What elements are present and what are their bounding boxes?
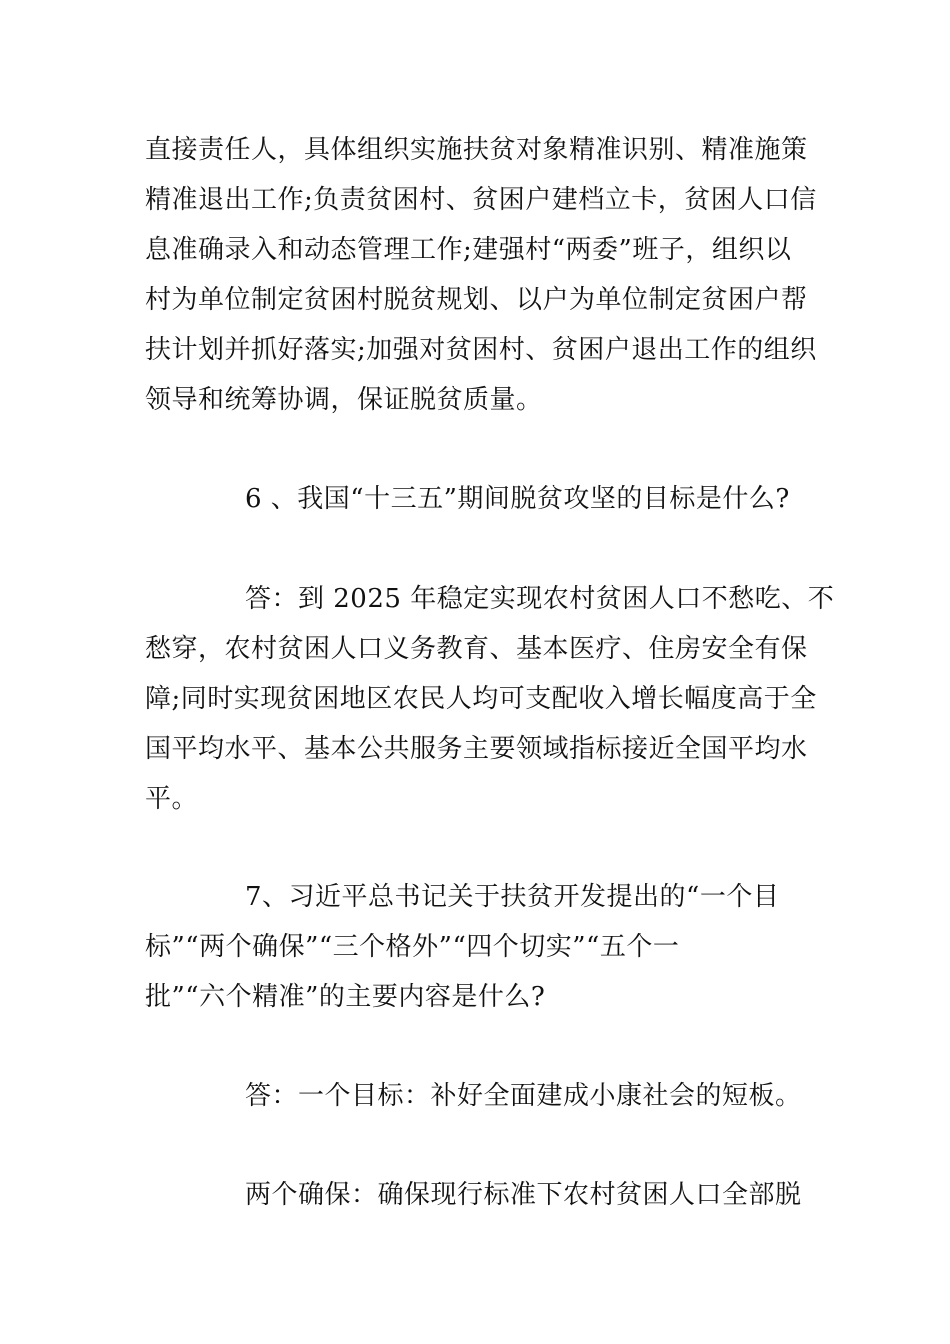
text-line: 村为单位制定贫困村脱贫规划、以户为单位制定贫困户帮 (145, 285, 808, 315)
answer-line: 答：到 2025 年稳定实现农村贫困人口不愁吃、不 (245, 584, 835, 614)
answer-line: 两个确保：确保现行标准下农村贫困人口全部脱 (245, 1180, 802, 1210)
question-line: 7、习近平总书记关于扶贫开发提出的“一个目 (245, 882, 780, 912)
question-line: 6 、我国“十三五”期间脱贫攻坚的目标是什么? (245, 484, 790, 514)
answer-line: 障;同时实现贫困地区农民人均可支配收入增长幅度高于全 (145, 684, 817, 714)
question-line: 标”“两个确保”“三个格外”“四个切实”“五个一 (145, 932, 680, 962)
answer-line: 国平均水平、基本公共服务主要领域指标接近全国平均水 (145, 734, 808, 764)
text-line: 精准退出工作;负责贫困村、贫困户建档立卡，贫困人口信 (145, 185, 817, 215)
answer-line: 愁穿，农村贫困人口义务教育、基本医疗、住房安全有保 (145, 634, 808, 664)
answer-line: 平。 (145, 784, 199, 814)
question-line: 批”“六个精准”的主要内容是什么? (145, 982, 546, 1012)
text-line: 领导和统筹协调，保证脱贫质量。 (145, 385, 543, 415)
answer-line: 答：一个目标：补好全面建成小康社会的短板。 (245, 1081, 802, 1111)
text-line: 直接责任人，具体组织实施扶贫对象精准识别、精准施策 (145, 135, 808, 165)
text-line: 扶计划并抓好落实;加强对贫困村、贫困户退出工作的组织 (145, 335, 817, 365)
text-line: 息准确录入和动态管理工作;建强村“两委”班子，组织以 (145, 235, 792, 265)
